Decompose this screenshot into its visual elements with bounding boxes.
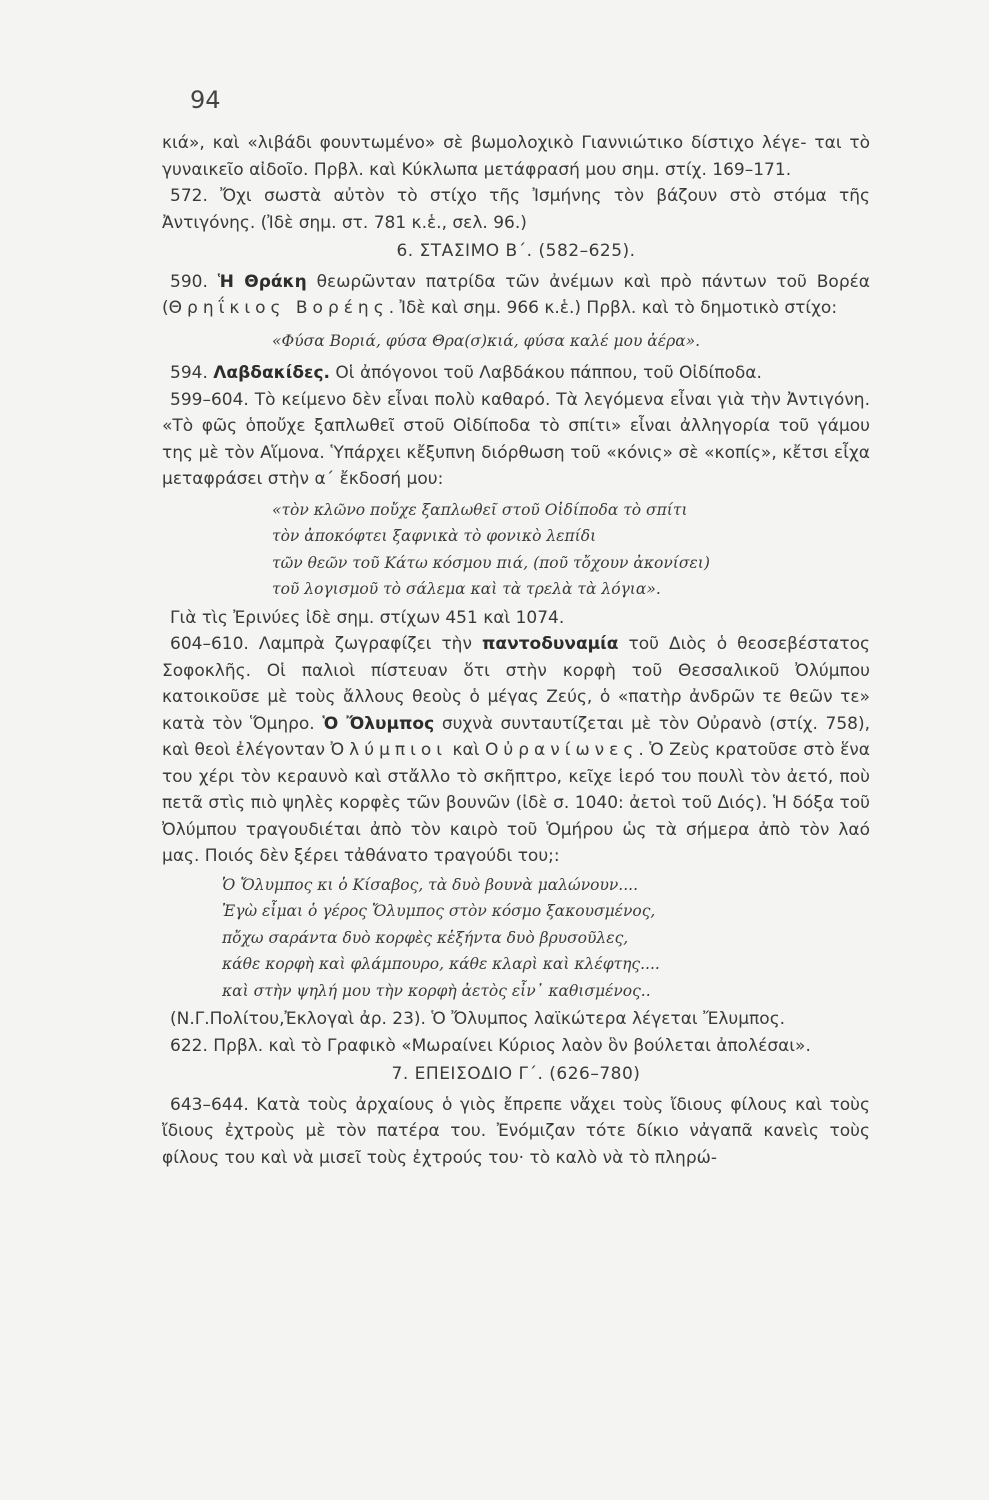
note-keyword: Ὁ Ὄλυμπος	[322, 713, 435, 734]
folk-verse: «Φύσα Βοριά, φύσα Θρα(σ)κιά, φύσα καλέ μου ἀέρα».	[272, 331, 701, 350]
note-text: . Ὁ Ζεὺς κρατοῦσε στὸ ἕνα του χέρι τὸν κεραυνὸ καὶ στἄλλο τὸ σκῆπτρο, κεῖχε ἱερό του πουλὶ τὸν ἀετό, ποὺ πετᾶ στὶς πιὸ ψηλὲς κορφὲς τῶν βουνῶν (ἰδὲ σ. 1040: ἀετοὶ τοῦ Διός). Ἡ δόξα τοῦ Ὀλύμπου τραγουδιέται ἀπὸ τὸν καιρὸ τοῦ Ὁμήρου ὡς τὰ σήμερα ἀπὸ τὸν λαό μας. Ποιός δὲν ξέρει τἀθάνατο τραγούδι του;:	[162, 740, 870, 866]
note-643-644: 643–644. Κατὰ τοὺς ἀρχαίους ὁ γιὸς ἔπρεπε νἄχει τοὺς ἴδιους φίλους καὶ τοὺς ἴδιους ἐχτροὺς μὲ τὸν πατέρα του. Ἐνόμιζαν τότε δίκιο νἀγαπᾶ κανεὶς τοὺς φίλους του καὶ νὰ μισεῖ τοὺς ἐχτρούς του· τὸ καλὸ νὰ τὸ πληρώ-	[162, 1094, 870, 1168]
section-heading-6: 6. ΣΤΑΣΙΜΟ Β΄. (582–625).	[396, 241, 636, 261]
spaced-term: Οὐρανίωνες	[484, 740, 639, 760]
note-text: Οἱ ἀπόγονοι τοῦ Λαβδάκου πάππου, τοῦ Οἰδίποδα.	[335, 363, 762, 383]
note-text: συχνὰ συνταυτίζεται μὲ τὸν Οὐρανὸ (στίχ. 758), καὶ θεοὶ ἐλέγονταν	[162, 713, 870, 760]
note-text: τοῦ Διὸς ὁ θεοσεβέστατος Σοφοκλῆς. Οἱ παλιοὶ πίστευαν ὅτι στὴν κορφὴ τοῦ Θεσσαλικοῦ Ὀλύμπου κατοικοῦσε μὲ τοὺς ἄλλους θεοὺς ὁ μέγας Ζεύς, ὁ «πατὴρ ἀνδρῶν τε θεῶν τε» κατὰ τὸν Ὅμηρο.	[162, 634, 871, 734]
note-599-604: 599–604. Τὸ κείμενο δὲν εἶναι πολὺ καθαρό. Τὰ λεγόμενα εἶναι γιὰ τὴν Ἀντιγόνη. «Τὸ φῶς ὁποὔχε ξαπλωθεῖ στοῦ Οἰδίποδα τὸ σπίτι» εἶναι ἀλληγορία τοῦ γάμου της μὲ τὸν Αἵμονα. Ὑπάρχει κἔξυπνη διόρθωση τοῦ «κόνις» σὲ «κοπίς», κἔτσι εἶχα μεταφράσει στὴν α΄ ἔκδοσή μου:	[162, 389, 870, 489]
text-line: κιά», καὶ «λιβάδι φουντωμένο» σὲ βωμολοχικὸ Γιαννιώτικο δίστιχο λέγε-	[162, 133, 807, 153]
verse-line: Ὁ Ὄλυμπος κι ὁ Κίσαβος, τὰ δυὸ βουνὰ μαλώνουν....	[222, 875, 639, 894]
note-erinyes: Γιὰ τὶς Ἐρινύες ἰδὲ σημ. στίχων 451 καὶ 1074.	[170, 607, 565, 628]
spaced-term: Ὀλύμπιοι	[330, 740, 448, 760]
section-heading-7: 7. ΕΠΕΙΣΟΔΙΟ Γ΄. (626–780)	[391, 1064, 641, 1084]
note-text: καὶ	[452, 740, 480, 760]
citation-politou: (Ν.Γ.Πολίτου,Ἐκλογαὶ ἀρ. 23). Ὁ Ὄλυμπος λαϊκώτερα λέγεται Ἔλυμπος.	[170, 1009, 786, 1029]
note-number: 594.	[170, 363, 208, 383]
note-keyword: Ἡ Θράκη	[217, 271, 307, 292]
verse-line: κάθε κορφὴ καὶ φλάμπουρο, κάθε κλαρὶ καὶ κλέφτης....	[222, 955, 660, 973]
commentary-text	[162, 130, 870, 1171]
page-number: 94	[190, 86, 221, 114]
paragraph-continuation	[162, 130, 870, 183]
verse-line: τῶν θεῶν τοῦ Κάτω κόσμου πιά, (ποῦ τὄχουν ἀκονίσει)	[272, 553, 710, 572]
verse-line: πὄχω σαράντα δυὸ κορφὲς κἑξήντα δυὸ βρυσοῦλες,	[222, 928, 629, 947]
note-number: 590.	[170, 271, 208, 292]
spaced-term: Θρηΐκιος Βορέης	[168, 298, 389, 318]
note-594	[162, 360, 870, 387]
note-text: θεωρῶνταν πατρίδα τῶν ἀνέμων καὶ πρὸ πάντων τοῦ Βορέα (	[162, 271, 871, 318]
note-572: 572. Ὄχι σωστὰ αὐτὸν τὸ στίχο τῆς Ἰσμήνης τὸν βάζουν στὸ στόμα τῆς Ἀντιγόνης. (Ἰδὲ σημ. στ. 781 κ.ἑ., σελ. 96.)	[162, 186, 870, 233]
verse-line: «τὸν κλῶνο ποὔχε ξαπλωθεῖ στοῦ Οἰδίποδα τὸ σπίτι	[272, 500, 688, 519]
note-keyword: Λαβδακίδες.	[213, 363, 331, 383]
note-text: 604–610. Λαμπρὰ ζωγραφίζει τὴν	[170, 634, 472, 654]
note-keyword: παντοδυναμία	[481, 634, 619, 654]
translation-verse	[272, 497, 870, 603]
verse-line: Ἐγὼ εἶμαι ὁ γέρος Ὄλυμπος στὸν κόσμο ξακουσμένος,	[222, 902, 656, 920]
text-line: ται τὸ γυναικεῖο αἰδοῖο. Πρβλ. καὶ Κύκλωπα μετάφρασή μου σημ.	[162, 133, 870, 180]
note-text: . Ἰδὲ καὶ σημ. 966 κ.ἑ.) Πρβλ. καὶ τὸ δημοτικὸ στίχο:	[388, 298, 838, 318]
note-604-610	[162, 631, 870, 870]
note-590	[162, 269, 870, 322]
folk-song-verse	[222, 872, 870, 1005]
verse-line: τὸν ἀποκόφτει ξαφνικὰ τὸ φονικὸ λεπίδι	[272, 527, 597, 545]
verse-line: καὶ στὴν ψηλή μου τὴν κορφὴ ἀετὸς εἶν᾿ καθισμένος..	[222, 981, 651, 1000]
note-622: 622. Πρβλ. καὶ τὸ Γραφικὸ «Μωραίνει Κύριος λαὸν ὃν βούλεται ἀπολέσαι».	[170, 1035, 811, 1056]
verse-line: τοῦ λογισμοῦ τὸ σάλεμα καὶ τὰ τρελὰ τὰ λόγια».	[272, 580, 661, 598]
text-line: στίχ. 169–171.	[664, 159, 792, 180]
